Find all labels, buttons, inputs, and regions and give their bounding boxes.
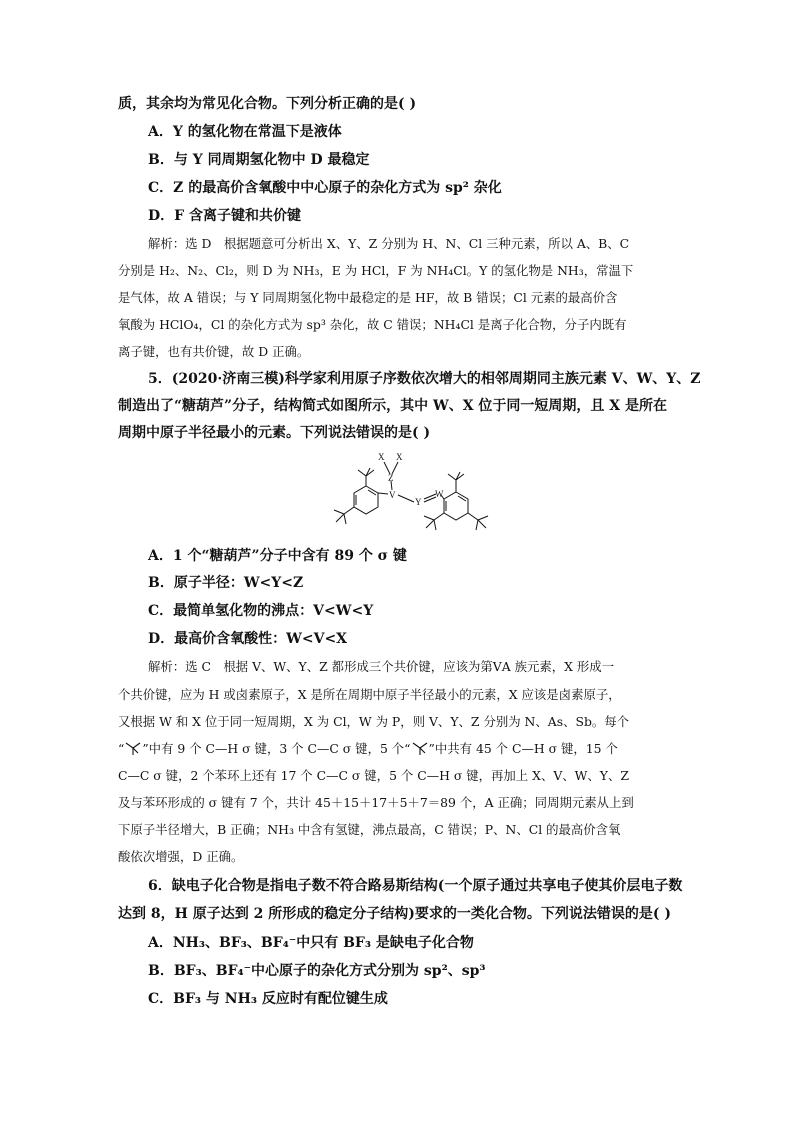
q5-stem-line: 周期中原子半径最小的元素。下列说法错误的是( ) — [118, 425, 431, 441]
q4-option-a: A．Y 的氢化物在常温下是液体 — [148, 124, 342, 140]
q5-analysis-line-with-glyphs — [118, 739, 618, 759]
q6-stem-line: 达到 8，H 原子达到 2 所形成的稳定分子结构)要求的一类化合物。下列说法错误的是( ) — [118, 906, 671, 922]
figure-label-z: Z — [388, 473, 394, 483]
figure-label-w: W — [435, 489, 444, 499]
q4-stem: 质，其余均为常见化合物。下列分析正确的是( ) — [118, 96, 417, 112]
q4-analysis-line: 是气体，故 A 错误；与 Y 同周期氢化物中最稳定的是 HF，故 B 错误；Cl 元素的最高价含 — [118, 290, 618, 305]
q5-option-c: C．最简单氢化物的沸点：V<W<Y — [148, 603, 374, 619]
q4-option-c: C．Z 的最高价含氧酸中中心原子的杂化方式为 sp² 杂化 — [148, 180, 502, 196]
q4-option-d: D．F 含离子键和共价键 — [148, 208, 301, 224]
q6-option-b: B．BF₃、BF₄⁻中心原子的杂化方式分别为 sp²、sp³ — [148, 963, 486, 979]
q6-stem-line: 6．缺电子化合物是指电子数不符合路易斯结构(一个原子通过共享电子使其价层电子数 — [148, 878, 683, 894]
q4-option-b: B．与 Y 同周期氢化物中 D 最稳定 — [148, 152, 370, 168]
q6-option-c: C．BF₃ 与 NH₃ 反应时有配位键生成 — [148, 991, 388, 1007]
q5-analysis-line: 又根据 W 和 X 位于同一短周期，X 为 Cl，W 为 P，则 V、Y、Z 分别为 N、As、Sb。每个 — [118, 714, 630, 729]
quote-open: “ — [118, 741, 125, 756]
q4-analysis-line: 分别是 H₂、N₂、Cl₂，则 D 为 NH₃，E 为 HCl，F 为 NH₄Cl。Y 的氢化物是 NH₃，常温下 — [118, 263, 634, 278]
q5-analysis-line: C—C σ 键，2 个苯环上还有 17 个 C—C σ 键，5 个 C—H σ 键，再加上 X、V、W、Y、Z — [118, 768, 629, 783]
figure-label-x: X — [378, 452, 385, 462]
molecule-structure-figure — [320, 448, 500, 540]
tert-butyl-skeletal-icon — [411, 741, 429, 755]
q5-option-b: B．原子半径：W<Y<Z — [148, 575, 304, 591]
q5-option-d: D．最高价含氧酸性：W<V<X — [148, 631, 348, 647]
q5-analysis-line: 解析：选 C 根据 V、W、Y、Z 都形成三个共价键，应该为第ⅤA 族元素，X 形成一 — [148, 659, 615, 674]
q5-stem-line: 5．(2020·济南三模)科学家利用原子序数依次增大的相邻周期同主族元素 V、W、Y、Z — [148, 371, 701, 387]
q5-analysis-line: 及与苯环形成的 σ 键有 7 个，共计 45＋15＋17＋5＋7＝89 个，A 正确；同周期元素从上到 — [118, 795, 634, 810]
q4-analysis-line: 解析：选 D 根据题意可分析出 X、Y、Z 分别为 H、N、Cl 三种元素，所以 A、B、C — [148, 236, 630, 251]
figure-label-v: V — [389, 490, 396, 500]
q5-analysis-line: 下原子半径增大，B 正确；NH₃ 中含有氢键，沸点最高，C 错误；P、N、Cl 的最高价含氧 — [118, 822, 621, 837]
q5-analysis-line: 个共价键，应为 H 或卤素原子，X 是所在周期中原子半径最小的元素，X 应该是卤素原子， — [118, 687, 621, 702]
q6-option-a: A．NH₃、BF₃、BF₄⁻中只有 BF₃ 是缺电子化合物 — [148, 935, 474, 951]
q4-analysis-line: 离子键，也有共价键，故 D 正确。 — [118, 344, 310, 359]
tert-butyl-skeletal-icon — [124, 741, 142, 755]
analysis-mid-text: ”中共有 45 个 C—H σ 键，15 个 — [428, 741, 618, 756]
q5-analysis-line: 酸依次增强，D 正确。 — [118, 849, 244, 864]
figure-label-x: X — [396, 452, 403, 462]
analysis-mid-text: ”中有 9 个 C—H σ 键，3 个 C—C σ 键，5 个“ — [142, 741, 411, 756]
q5-option-a: A．1 个“糖葫芦”分子中含有 89 个 σ 键 — [148, 548, 407, 564]
q4-analysis-line: 氧酸为 HClO₄，Cl 的杂化方式为 sp³ 杂化，故 C 错误；NH₄Cl 是离子化合物，分子内既有 — [118, 317, 627, 332]
q5-stem-line: 制造出了“糖葫芦”分子，结构简式如图所示，其中 W、X 位于同一短周期，且 X 是所在 — [118, 398, 668, 414]
figure-label-y: Y — [415, 497, 422, 507]
